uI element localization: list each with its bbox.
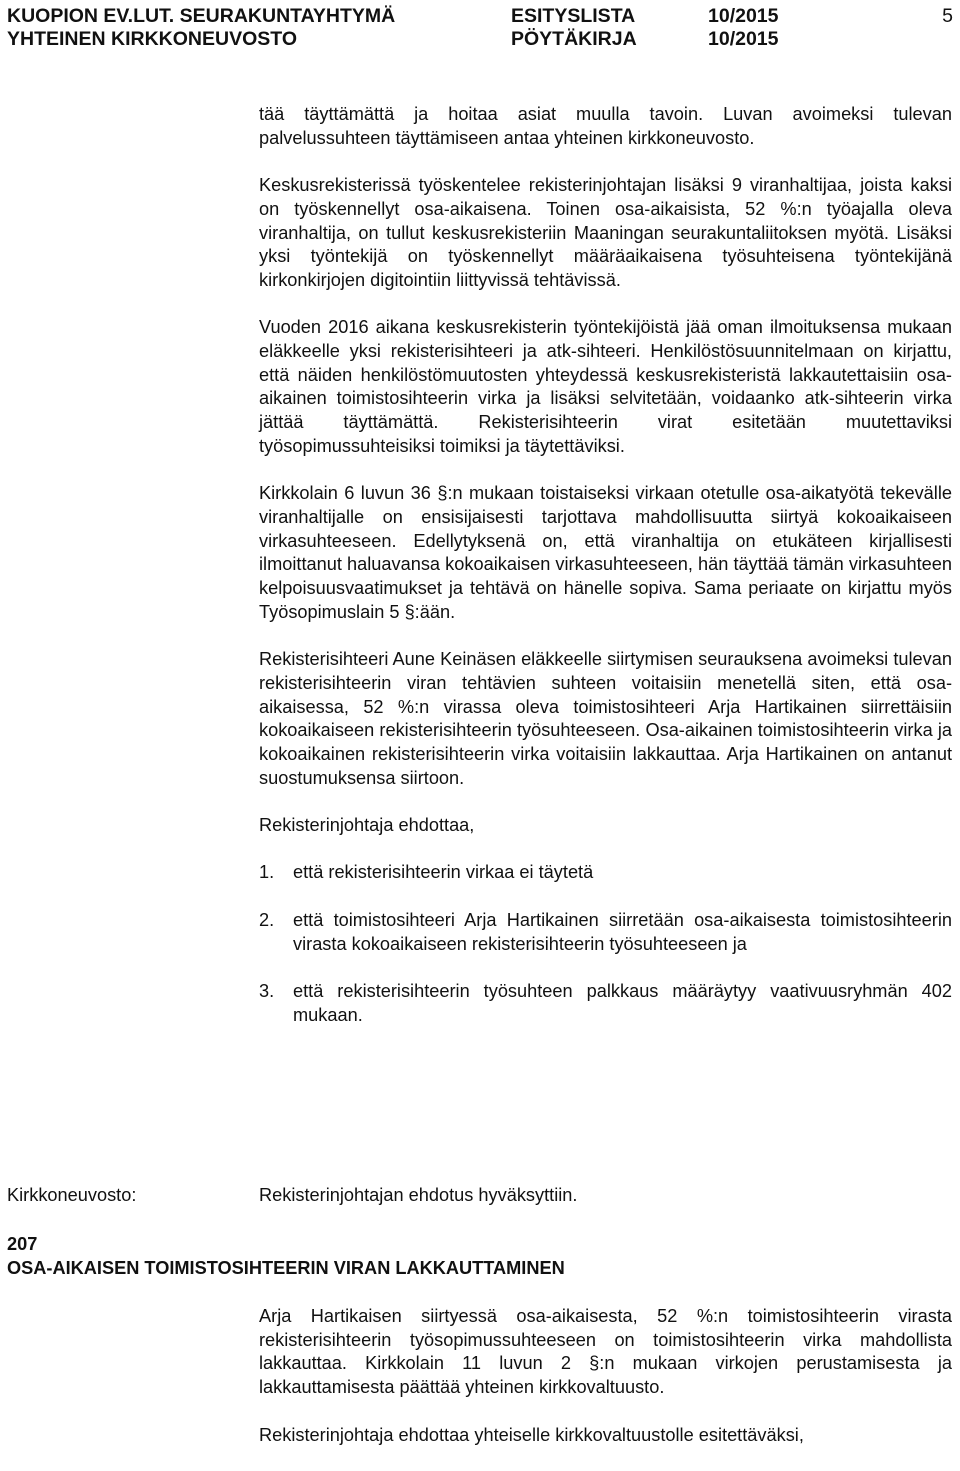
document-type-minutes: PÖYTÄKIRJA (511, 28, 637, 50)
proposal-text: että toimistosihteeri Arja Hartikainen siirretään osa-aikaisesta toimistosihteerin virasta kokoaikaiseen rekisterisihteerin työsuhteeseen ja (293, 909, 952, 954)
decision-text: Rekisterinjohtajan ehdotus hyväksyttiin. (259, 1185, 578, 1205)
paragraph: Rekisterisihteeri Aune Keinäsen eläkkeelle siirtymisen seurauksena avoimeksi tulevan rekisterisihteerin viran tehtävien suhteen voitaisiin menetellä siten, että osa-aikaisessa, 52 %:n virassa oleva toimistosihteeri Arja Hartikainen siirrettäisiin kokoaikaiseen rekisterisihteerin työsuhteeseen. Osa-aikainen toimistosihteerin virka ja kokoaikainen rekisterisihteerin virka voitaisiin lakkauttaa. Arja Hartikainen on antanut suostumuksensa siirtoon. (259, 649, 952, 788)
organization-name: KUOPION EV.LUT. SEURAKUNTAYHTYMÄ (7, 5, 396, 27)
paragraph: tää täyttämättä ja hoitaa asiat muulla tavoin. Luvan avoimeksi tulevan palvelussuhteen täyttämiseen antaa yhteinen kirkkoneuvosto. (259, 104, 952, 148)
decision-label: Kirkkoneuvosto: (7, 1185, 137, 1205)
proposal-number: 2. (259, 909, 275, 930)
proposal-item (259, 861, 952, 885)
header-row-2 (7, 26, 953, 52)
proposal-number: 1. (259, 862, 275, 883)
document-type-agenda: ESITYSLISTA (511, 5, 636, 27)
proposal-intro: Rekisterinjohtaja ehdottaa, (259, 815, 475, 836)
council-name: YHTEINEN KIRKKONEUVOSTO (7, 28, 298, 50)
paragraph: Vuoden 2016 aikana keskusrekisterin työntekijöistä jää oman ilmoituksensa mukaan eläkkeelle yksi rekisterisihteeri ja atk-sihteeri. Henkilöstösuunnitelmaan on kirjattu, että näiden henkilöstömuutosten yhteydessä keskusrekisteristä lakkautettaisiin osa-aikainen toimistosihteerin virka ja lisäksi selvitetään, voidaanko atk-sihteerin virka jättää täyttämättä. Rekisterisihteerin virat esitetään muutettaviksi työsopimussuhteisiksi toimiksi ja täytettäviksi. (259, 317, 952, 456)
paragraph: Rekisterinjohtaja ehdottaa yhteiselle kirkkovaltuustolle esitettäväksi, (259, 1424, 804, 1445)
paragraph: Kirkkolain 6 luvun 36 §:n mukaan toistaiseksi virkaan otetulle osa-aikatyötä tekevälle viranhaltijalle on ensisijaisesti tarjottava mahdollisuutta siirtyä kokoaikaiseen virkasuhteeseen. Edellytyksenä on, että viranhaltija on etukäteen kirjallisesti ilmoittanut haluavansa kokoaikaisen virkasuhteeseen, hän täyttää tämän virkasuhteen kelpoisuusvaatimukset ja tehtävä on hänelle sopiva. Sama periaate on kirjattu myös Työsopimuslain 5 §:ään. (259, 483, 952, 622)
proposal-item (259, 980, 952, 1027)
meeting-number-minutes: 10/2015 (708, 28, 779, 50)
paragraph: Arja Hartikaisen siirtyessä osa-aikaisesta, 52 %:n toimistosihteerin virasta rekisterisihteerin työsopimussuhteeseen on toimistosihteerin virka mahdollista lakkauttaa. Kirkkolain 11 luvun 2 §:n mukaan virkojen perustamisesta ja lakkauttamisesta päättää yhteinen kirkkovaltuusto. (259, 1306, 952, 1398)
document-header (0, 0, 960, 62)
meeting-number: 10/2015 (708, 5, 779, 27)
proposal-text: että rekisterisihteerin virkaa ei täytetä (293, 862, 594, 883)
section-content (259, 1305, 952, 1471)
section-number: 207 (7, 1234, 38, 1254)
proposal-item (259, 909, 952, 956)
page-number: 5 (942, 5, 953, 27)
paragraph: Keskusrekisterissä työskentelee rekisterinjohtajan lisäksi 9 viranhaltijaa, joista kaksi on työskennellyt osa-aikaisena. Toinen osa-aikaisista, 52 %:n työajalla oleva viranhaltija, on tullut keskusrekisteriin Maaningan seurakuntaliitoksen myötä. Lisäksi yksi työntekijä on työskennellyt määräaikaisena työsuhteisena työntekijänä kirkonkirjojen digitointiin liittyvissä tehtävissä. (259, 175, 952, 290)
proposal-text: että rekisterisihteerin työsuhteen palkkaus määräytyy vaativuusryhmän 402 mukaan. (293, 980, 952, 1025)
section-title: OSA-AIKAISEN TOIMISTOSIHTEERIN VIRAN LAKKAUTTAMINEN (7, 1258, 565, 1278)
main-content (259, 103, 952, 1051)
proposal-number: 3. (259, 980, 275, 1001)
